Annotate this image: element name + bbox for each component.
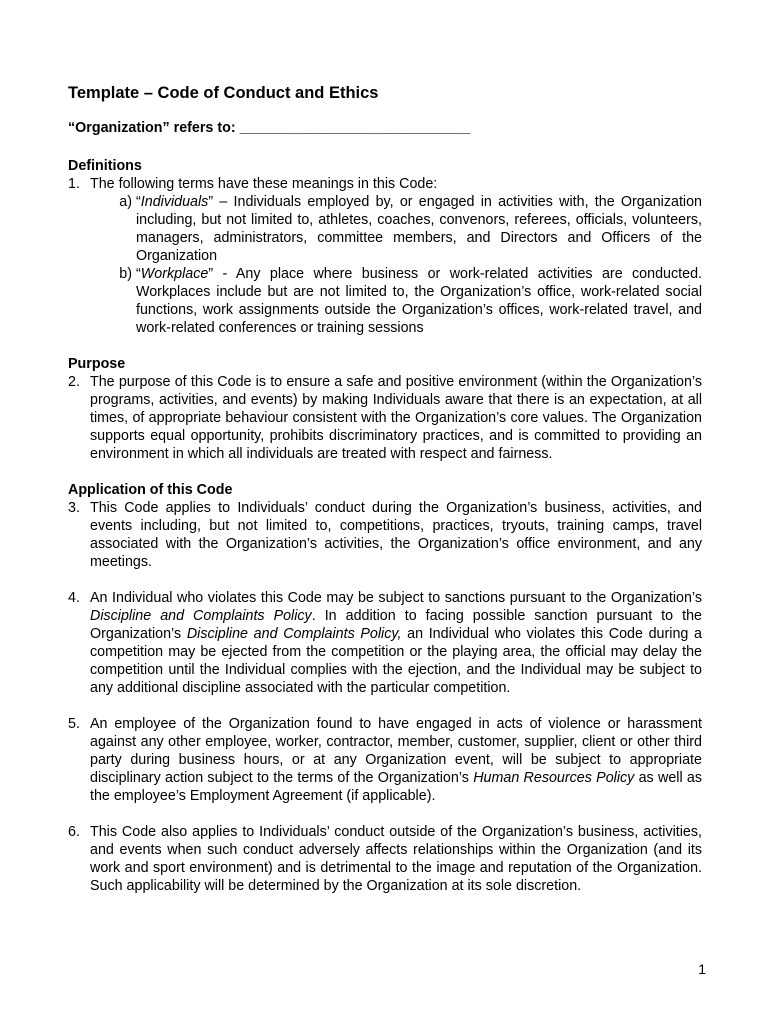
document-title: Template – Code of Conduct and Ethics: [68, 84, 379, 102]
application-heading: Application of this Code: [68, 482, 233, 498]
text-run: An Individual who violates this Code may be subject to sanctions pursuant to the Organization’s: [90, 590, 702, 606]
section-5: [68, 715, 702, 805]
section-number: 3.: [68, 500, 80, 516]
section-1: [68, 175, 702, 193]
text-run: an Individual who violates this Code during a competition may be ejected from the competition or the playing area, the official may delay the competition until the Individual complies with the ejection, and the Individual may be subject to any additional discipline associated with the particular competition.: [90, 626, 702, 696]
definitions-heading: Definitions: [68, 158, 142, 174]
section-number: 5.: [68, 716, 80, 732]
text-run: An employee of the Organization found to have engaged in acts of violence or harassment against any other employee, worker, contractor, member, customer, supplier, client or other third party during business hours, or at any Organization event, will be subject to appropriate disciplinary action subject to the terms of the Organization’s: [90, 716, 702, 786]
definition-individuals: [90, 193, 702, 265]
policy-name: Human Resources Policy: [473, 770, 635, 786]
defined-term: Individuals: [140, 194, 209, 210]
section-4: [68, 589, 702, 697]
section-text: This Code also applies to Individuals’ conduct outside of the Organization’s business, activities, and events when such conduct adversely affects relationships within the Organization (and its work and sport environment) and is detrimental to the image and reputation of the Organization. Such applicability will be determined by the Organization at its sole discretion.: [90, 824, 702, 894]
quote-open: “: [136, 266, 141, 282]
section-number: 2.: [68, 374, 80, 390]
document-page: [68, 82, 702, 895]
section-number: 4.: [68, 590, 80, 606]
section-text: The following terms have these meanings in this Code:: [90, 176, 438, 192]
quote-open: “: [136, 194, 141, 210]
definition-letter: b): [119, 266, 132, 282]
definition-letter: a): [119, 194, 132, 210]
organization-refers-to: “Organization” refers to: _____________________________: [68, 120, 471, 136]
section-number: 6.: [68, 824, 80, 840]
policy-name: Discipline and Complaints Policy,: [186, 626, 402, 642]
definition-text: [136, 193, 702, 265]
definition-workplace: [90, 265, 702, 337]
section-text: The purpose of this Code is to ensure a safe and positive environment (within the Organization’s programs, activities, and events) by making Individuals aware that there is an expectation, at all times, of appropriate behaviour consistent with the Organization’s core values. The Organization supports equal opportunity, prohibits discriminatory practices, and is committed to providing an environment in which all individuals are treated with respect and fairness.: [90, 374, 702, 462]
definition-body: ” - Any place where business or work-related activities are conducted. Workplaces include but are not limited to, the Organization’s office, work-related social functions, work assignments outside the Organization’s offices, work-related travel, and work-related conferences or training sessions: [136, 266, 702, 336]
text-run: as well as the employee’s Employment Agreement (if applicable).: [90, 770, 703, 804]
section-text: This Code applies to Individuals’ conduct during the Organization’s business, activities, and events including, but not limited to, competitions, practices, tryouts, training camps, travel associated with the Organization’s activities, the Organization’s office environment, and any meetings.: [90, 500, 702, 570]
section-text: [90, 715, 702, 805]
definition-body: ” – Individuals employed by, or engaged in activities with, the Organization including, but not limited to, athletes, coaches, convenors, referees, officials, volunteers, managers, administrators, committee members, and Directors and Officers of the Organization: [136, 194, 702, 264]
section-6: [68, 823, 702, 895]
section-text: [90, 589, 702, 697]
page-number: 1: [698, 961, 706, 977]
text-run: . In addition to facing possible sanction pursuant to the Organization’s: [90, 608, 702, 642]
policy-name: Discipline and Complaints Policy: [90, 608, 312, 624]
purpose-heading: Purpose: [68, 356, 126, 372]
section-2: [68, 373, 702, 463]
section-number: 1.: [68, 176, 80, 192]
defined-term: Workplace: [140, 266, 209, 282]
section-3: [68, 499, 702, 571]
definition-text: [136, 265, 702, 337]
